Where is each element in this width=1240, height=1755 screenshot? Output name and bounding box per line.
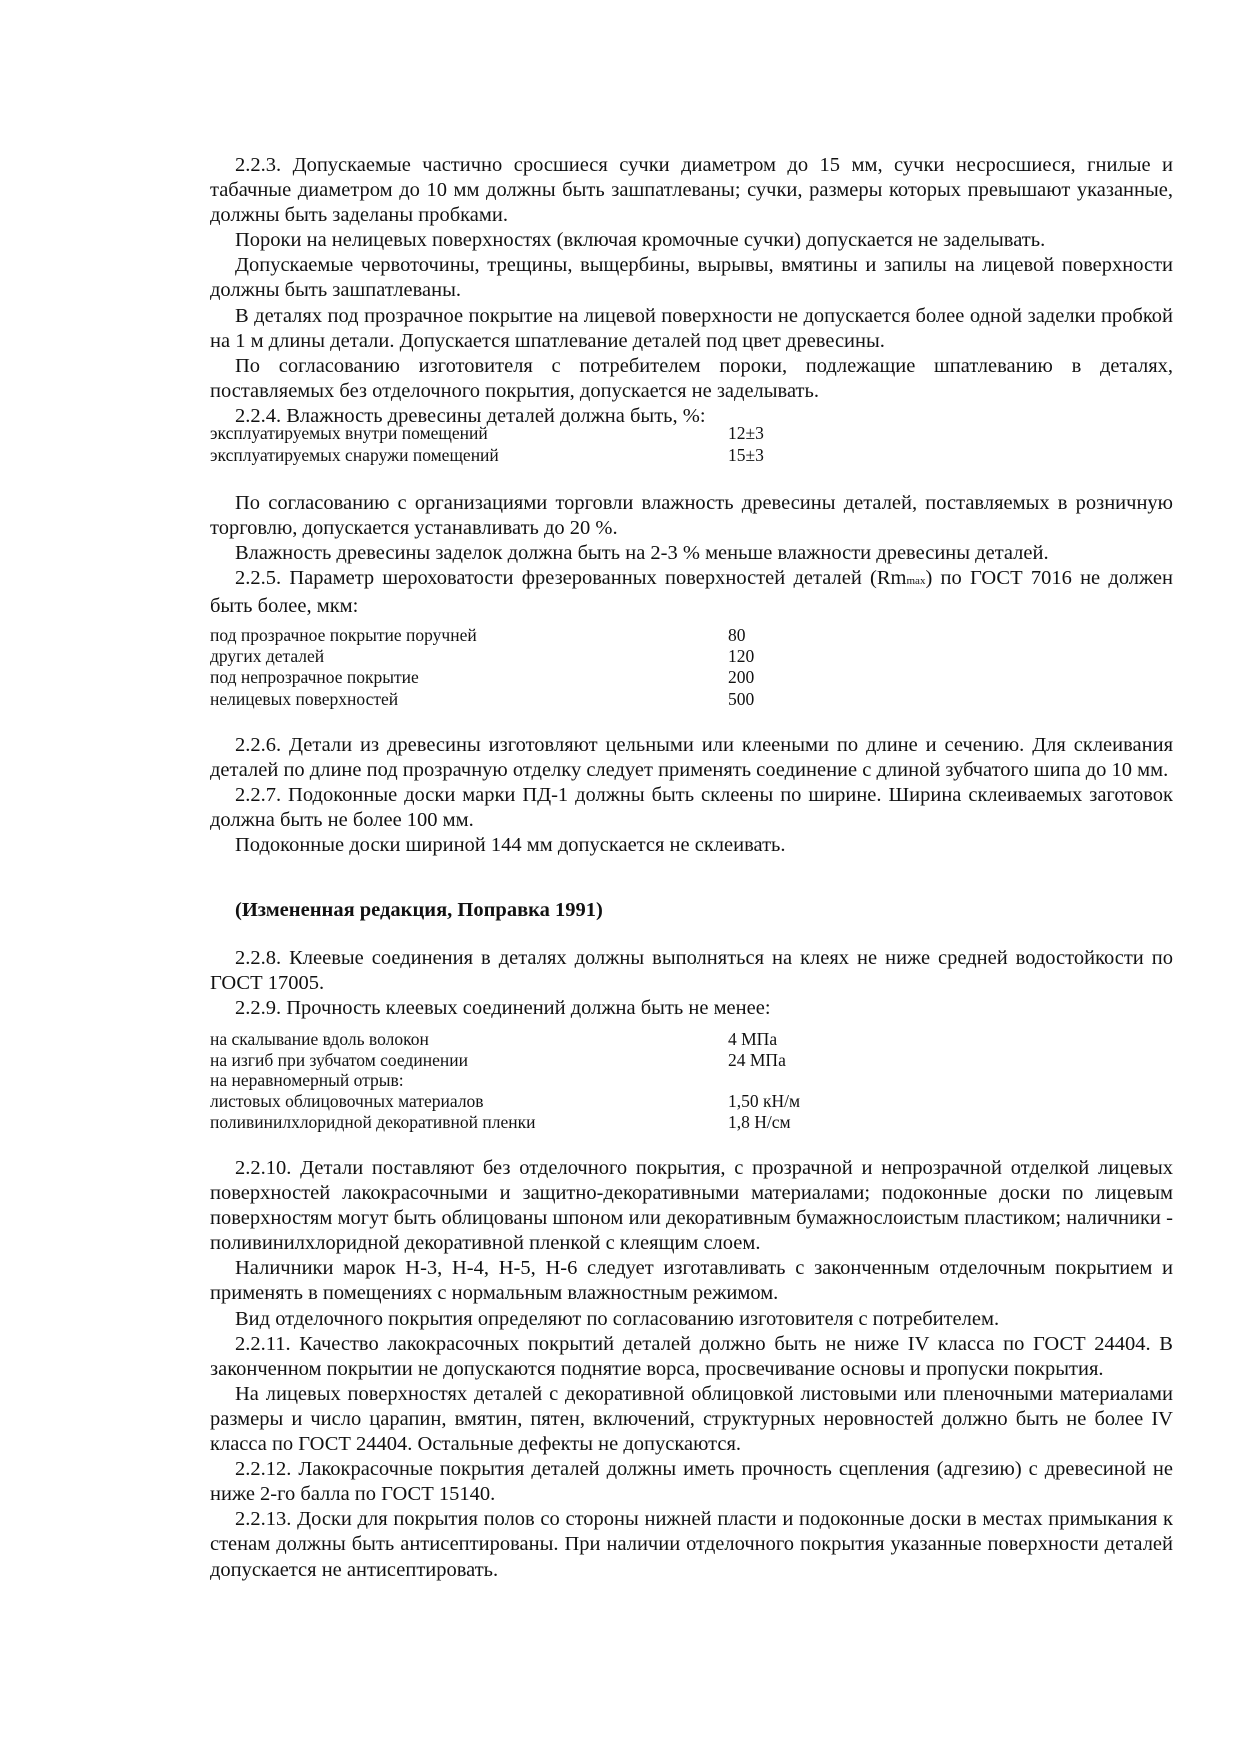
paragraph: По согласованию с организациями торговли влажность древесины деталей, поставляемых в розничную торговлю, допускается устанавливать до 20 %. [210,492,1173,540]
section-2-2-10-to-2-2-13 [210,1156,1173,1583]
table-row: под прозрачное покрытие поручней 80 [210,625,746,645]
table-row: на скалывание вдоль волокон 4 МПа [210,1029,778,1049]
paragraph: 2.2.10. Детали поставляют без отделочного покрытия, с прозрачной и непрозрачной отделкой лицевых поверхностей лакокрасочными и защитно-декоративными материалами; подоконные доски по лицевым поверхностям могут быть облицованы шпоном или декоративным бумажнослоистым пластиком; наличники - поливинилхлоридной декоративной пленкой с клеящим слоем. [210,1157,1173,1255]
section-2-2-6-to-2-2-7 [210,733,1173,858]
paragraph: 2.2.6. Детали из древесины изготовляют цельными или клееными по длине и сечению. Для склеивания деталей по длине под прозрачную отделку следует применять соединение с длиной зубчатого шипа до 10 мм. [210,734,1173,782]
table-row: эксплуатируемых внутри помещений 12±3 [210,423,764,443]
section-2-2-3-to-2-2-4 [210,153,1173,429]
paragraph: 2.2.13. Доски для покрытия полов со стороны нижней пласти и подоконные доски в местах примыкания к стенам должны быть антисептированы. При наличии отделочного покрытия указанные поверхности деталей допускается не антисептировать. [210,1508,1173,1581]
paragraph: В деталях под прозрачное покрытие на лицевой поверхности не допускается более одной заделки пробкой на 1 м длины детали. Допускается шпатлевание деталей под цвет древесины. [210,304,1173,352]
paragraph: Пороки на нелицевых поверхностях (включая кромочные сучки) допускается не заделывать. [235,229,1046,252]
paragraph-2-2-5: 2.2.5. Параметр шероховатости фрезерованных поверхностей деталей (Rmmax) по ГОСТ 7016 не должен быть более, мкм: [210,567,1174,618]
paragraph: 2.2.8. Клеевые соединения в деталях должны выполняться на клеях не ниже средней водостойкости по ГОСТ 17005. [210,947,1173,995]
paragraph: Наличники марок Н-3, Н-4, Н-5, Н-6 следует изготавливать с законченным отделочным покрытием и применять в помещениях с нормальным влажностным режимом. [210,1257,1173,1305]
paragraph: 2.2.9. Прочность клеевых соединений должна быть не менее: [235,997,771,1020]
table-row: поливинилхлоридной декоративной пленки 1,8 Н/см [210,1111,791,1132]
paragraph: 2.2.3. Допускаемые частично сросшиеся сучки диаметром до 15 мм, сучки несросшиеся, гнилые и табачные диаметром до 10 мм должны быть зашпатлеваны; сучки, размеры которых превышают указанные, должны быть заделаны пробками. [210,154,1173,227]
paragraph: Влажность древесины заделок должна быть на 2-3 % меньше влажности древесины деталей. [235,542,1049,565]
paragraph: 2.2.11. Качество лакокрасочных покрытий деталей должно быть не ниже IV класса по ГОСТ 24404. В законченном покрытии не допускаются поднятие ворса, просвечивание основы и пропуски покрытия. [210,1332,1173,1380]
paragraph: 2.2.7. Подоконные доски марки ПД-1 должны быть склеены по ширине. Ширина склеиваемых заготовок должна быть не более 100 мм. [210,784,1173,832]
section-moisture-notes [210,491,1173,619]
revision-note: (Измененная редакция, Поправка 1991) [235,899,603,921]
paragraph: 2.2.4. Влажность древесины деталей должна быть, %: [235,404,706,427]
paragraph: 2.2.12. Лакокрасочные покрытия деталей должны иметь прочность сцепления (адгезию) с древесиной не ниже 2-го балла по ГОСТ 15140. [210,1458,1173,1506]
table-row: других деталей 120 [210,646,755,667]
paragraph: Допускаемые червоточины, трещины, выщербины, вырывы, вмятины и запилы на лицевой поверхности должны быть зашпатлеваны. [210,254,1173,302]
table-row: нелицевых поверхностей 500 [210,688,755,709]
paragraph: Вид отделочного покрытия определяют по согласованию изготовителя с потребителем. [235,1307,1000,1330]
roughness-table [210,625,1110,710]
section-2-2-8-to-2-2-9 [210,946,1173,1021]
adhesion-strength-table [210,1029,1110,1133]
moisture-table [210,422,1110,467]
table-row: на изгиб при зубчатом соединении 24 МПа [210,1049,786,1070]
table-row: под непрозрачное покрытие 200 [210,667,755,688]
paragraph: Подоконные доски шириной 144 мм допускается не склеивать. [235,834,786,857]
table-row: эксплуатируемых снаружи помещений 15±3 [210,445,764,466]
table-row: листовых облицовочных материалов 1,50 кН/м [210,1091,801,1112]
paragraph: На лицевых поверхностях деталей с декоративной облицовкой листовыми или пленочными материалами размеры и число царапин, вмятин, пятен, включений, структурных неровностей должно быть не более IV класса по ГОСТ 24404. Остальные дефекты не допускаются. [210,1382,1173,1456]
table-row: на неравномерный отрыв: [210,1070,404,1091]
paragraph: По согласованию изготовителя с потребителем пороки, подлежащие шпатлеванию в деталях, поставляемых без отделочного покрытия, допускается не заделывать. [210,354,1173,402]
